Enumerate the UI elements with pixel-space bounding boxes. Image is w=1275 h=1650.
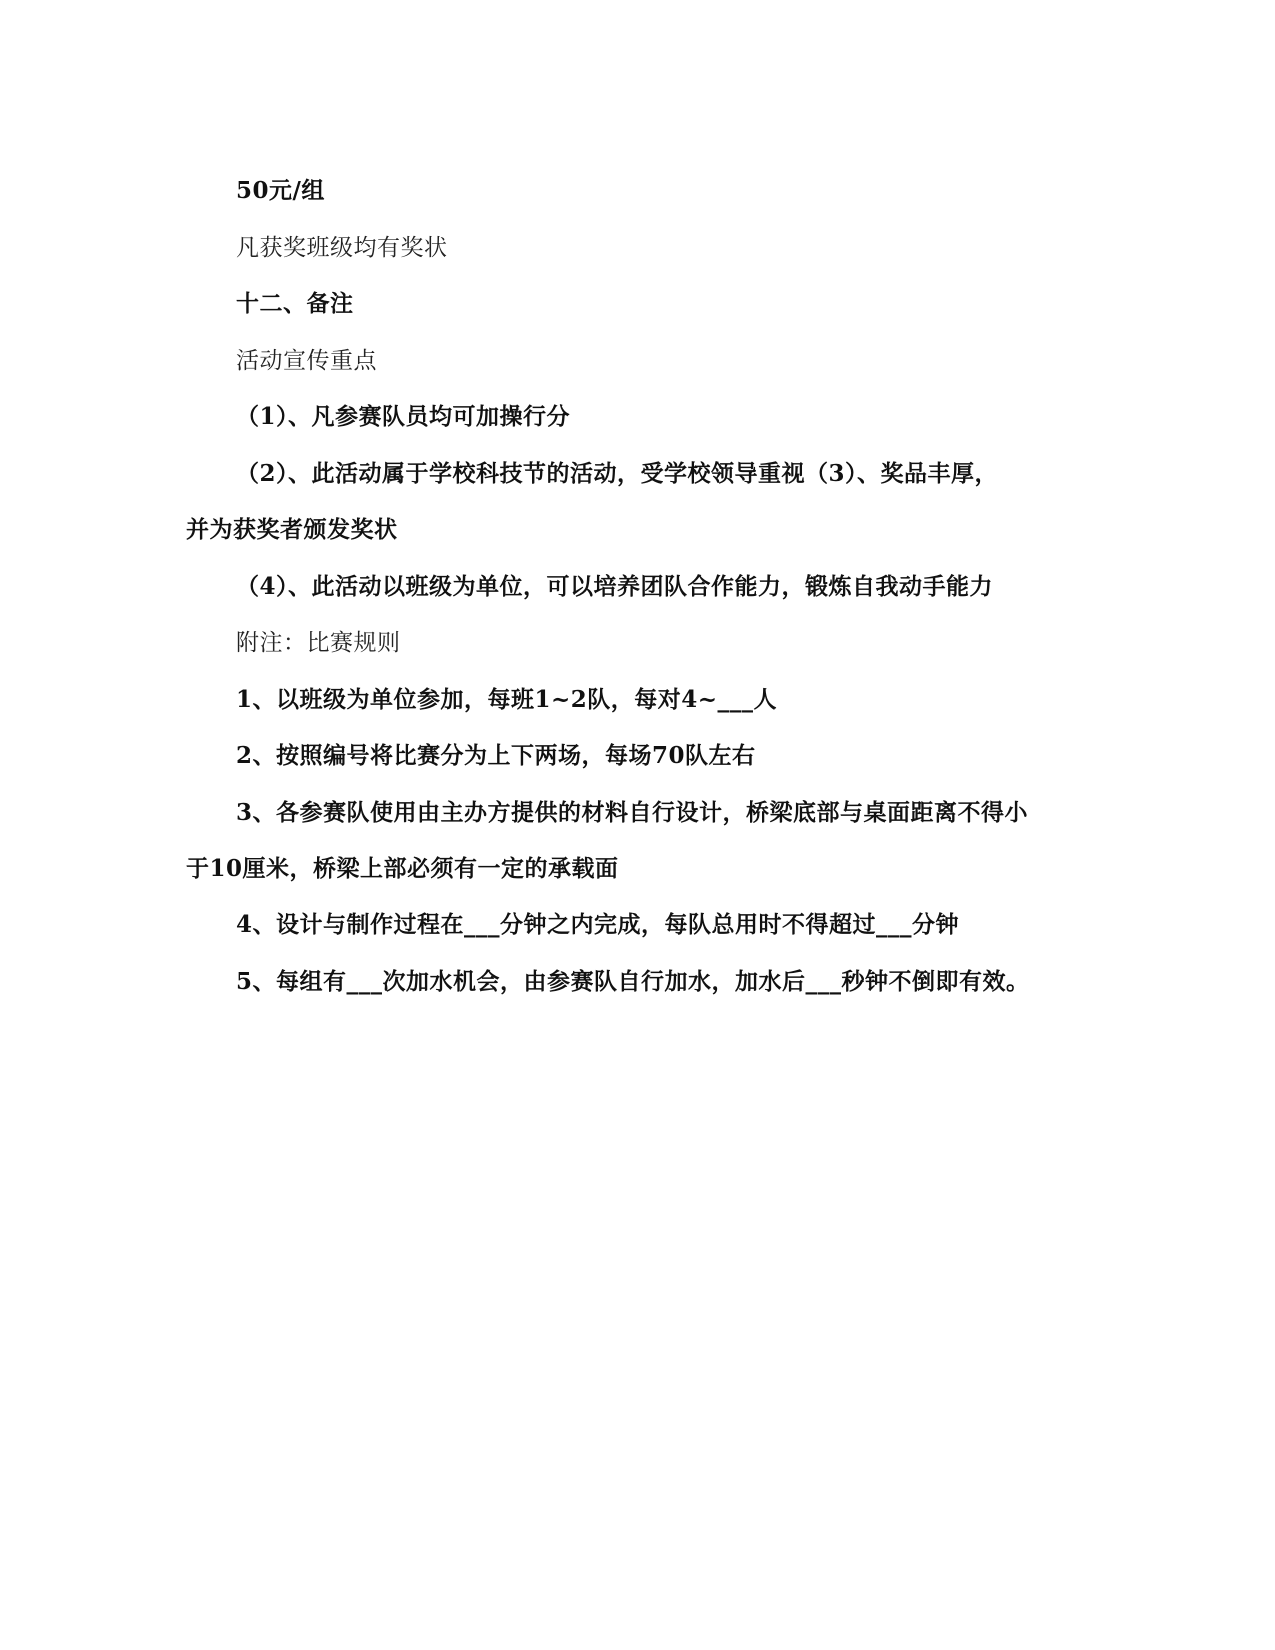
rules-heading: 附注：比赛规则	[236, 630, 401, 656]
certificate-note-line: 凡获奖班级均有奖状	[236, 235, 448, 261]
rule-2: 2、按照编号将比赛分为上下两场，每场70队左右	[236, 742, 756, 769]
promotion-heading: 活动宣传重点	[236, 348, 377, 374]
promotion-point-1: （1）、凡参赛队员均可加操行分	[236, 403, 571, 430]
rule-3: 3、各参赛队使用由主办方提供的材料自行设计，桥梁底部与桌面距离不得小	[236, 799, 1029, 826]
rule-4: 4、设计与制作过程在___分钟之内完成，每队总用时不得超过___分钟	[236, 911, 960, 938]
section-heading-remarks: 十二、备注	[236, 290, 354, 317]
rule-1: 1、以班级为单位参加，每班1~2队，每对4~___人	[236, 686, 778, 713]
promotion-point-2: （2）、此活动属于学校科技节的活动，受学校领导重视（3）、奖品丰厚，	[236, 460, 999, 487]
promotion-point-2-continued: 并为获奖者颁发奖状	[186, 516, 398, 543]
rule-5: 5、每组有___次加水机会，由参赛队自行加水，加水后___秒钟不倒即有效。	[236, 968, 1030, 995]
promotion-point-4: （4）、此活动以班级为单位，可以培养团队合作能力，锻炼自我动手能力	[236, 573, 994, 600]
rule-3-continued: 于10厘米，桥梁上部必须有一定的承载面	[186, 855, 619, 882]
prize-amount-line: 50元/组	[236, 177, 325, 204]
